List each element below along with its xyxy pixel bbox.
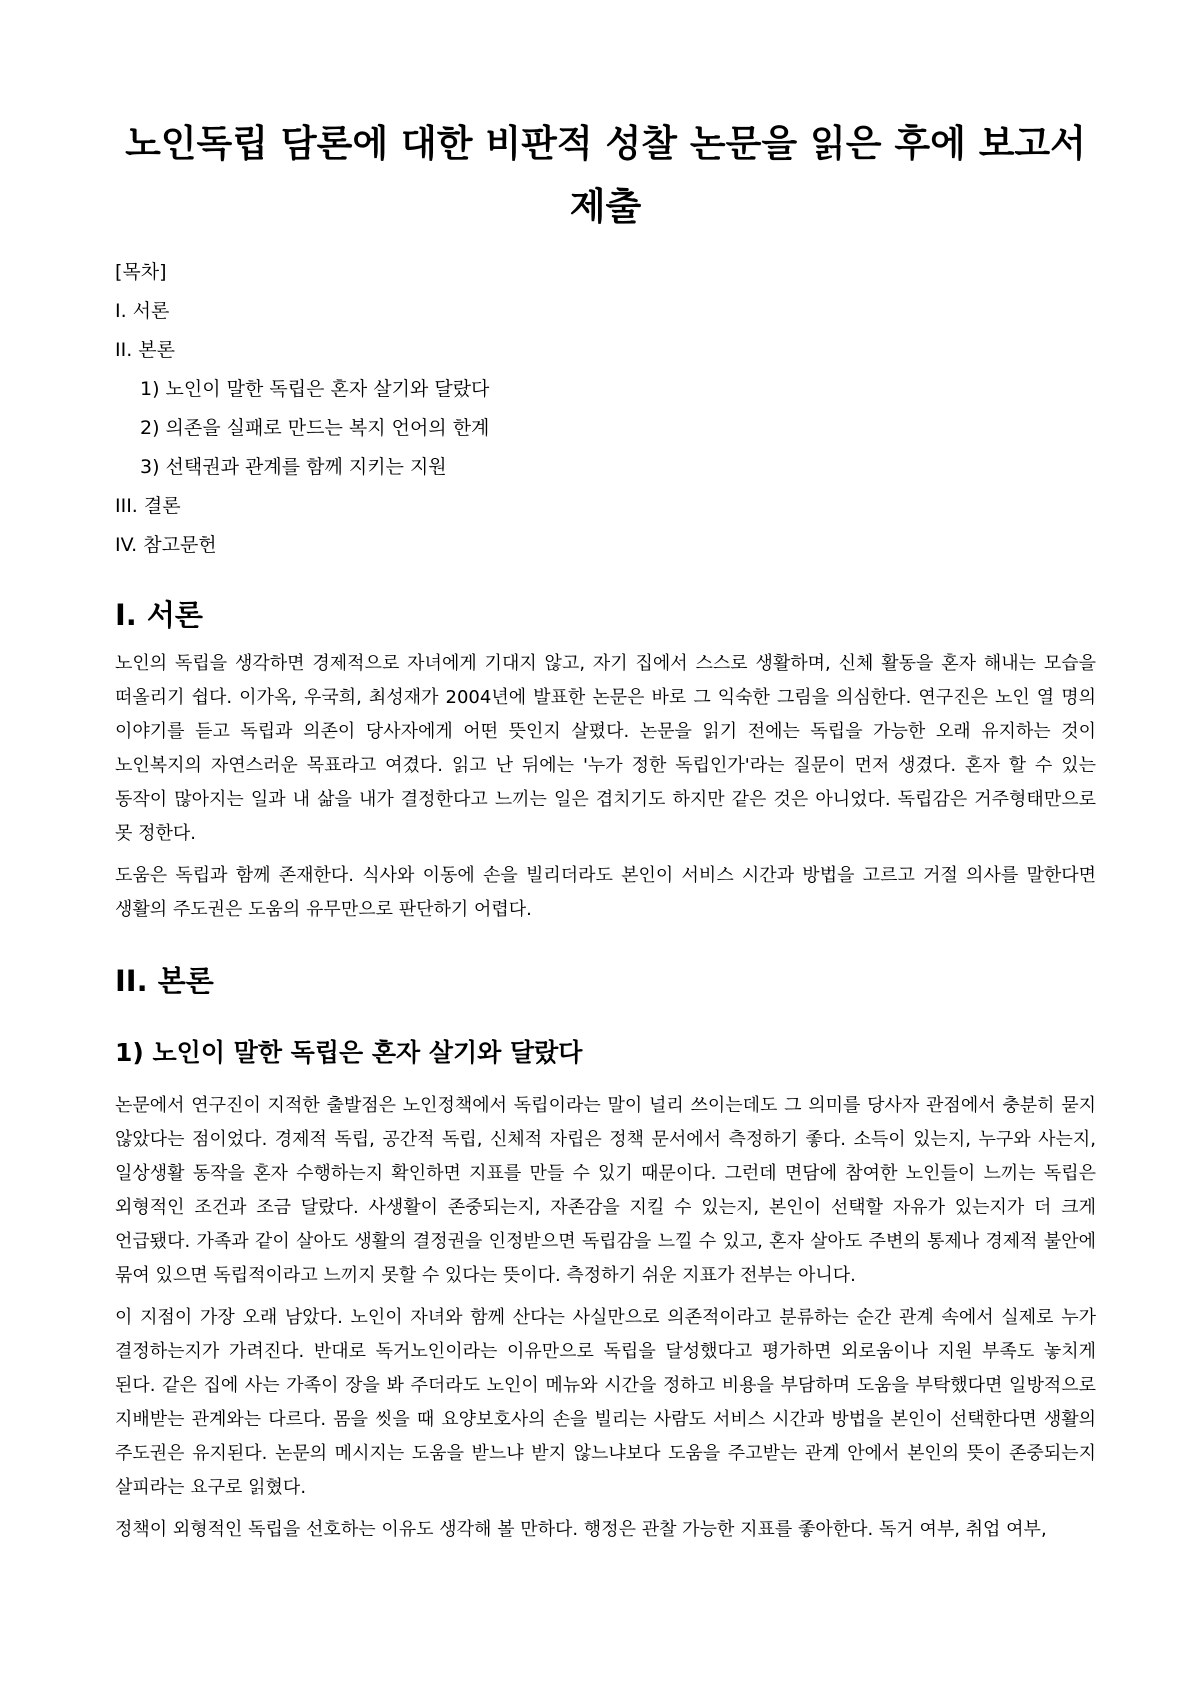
document-title: 노인독립 담론에 대한 비판적 성찰 논문을 읽은 후에 보고서 제출 [125, 122, 1086, 228]
toc-item-intro: I. 서론 [115, 300, 170, 322]
toc-item-conclusion: III. 결론 [115, 495, 181, 517]
intro-paragraph: 노인의 독립을 생각하면 경제적으로 자녀에게 기대지 않고, 자기 집에서 스스로 생활하며, 신체 활동을 혼자 해내는 모습을 떠올리기 쉽다. 이가옥, 우국희, 최성재가 2004년에 발표한 논문은 바로 그 익숙한 그림을 의심한다. 연구진은 노인 열 명의 이야기를 듣고 독립과 의존이 당사자에게 어떤 뜻인지 살폈다. 논문을 읽기 전에는 독립을 가능한 오래 유지하는 것이 노인복지의 자연스러운 목표라고 여겼다. 읽고 난 뒤에는 '누가 정한 독립인가'라는 질문이 먼저 생겼다. 혼자 할 수 있는 동작이 많아지는 일과 내 삶을 내가 결정한다고 느끼는 일은 겹치기도 하지만 같은 것은 아니었다. 독립감은 거주형태만으로 못 정한다. [115, 653, 1096, 844]
toc-item-body-sub3: 3) 선택권과 관계를 함께 지키는 지원 [140, 456, 447, 478]
toc-heading: [목차] [115, 261, 167, 283]
body-paragraph: 이 지점이 가장 오래 남았다. 노인이 자녀와 함께 산다는 사실만으로 의존적이라고 분류하는 순간 관계 속에서 실제로 누가 결정하는지가 가려진다. 반대로 독거노인이라는 이유만으로 독립을 달성했다고 평가하면 외로움이나 지원 부족도 놓치게 된다. 같은 집에 사는 가족이 장을 봐 주더라도 노인이 메뉴와 시간을 정하고 비용을 부담하며 도움을 부탁했다면 일방적으로 지배받는 관계와는 다르다. 몸을 씻을 때 요양보호사의 손을 빌리는 사람도 서비스 시간과 방법을 본인이 선택한다면 생활의 주도권은 유지된다. 논문의 메시지는 도움을 받느냐 받지 않느냐보다 도움을 주고받는 관계 안에서 본인의 뜻이 존중되는지 살피라는 요구로 읽혔다. [115, 1307, 1096, 1498]
table-of-contents [115, 258, 1096, 570]
toc-item-body-sub2: 2) 의존을 실패로 만드는 복지 언어의 한계 [140, 417, 490, 439]
toc-item-body: II. 본론 [115, 339, 175, 361]
section-title-body: II. 본론 [115, 964, 214, 998]
body-paragraph: 정책이 외형적인 독립을 선호하는 이유도 생각해 볼 만하다. 행정은 관찰 가능한 지표를 좋아한다. 독거 여부, 취업 여부, [115, 1519, 1047, 1540]
intro-paragraph: 도움은 독립과 함께 존재한다. 식사와 이동에 손을 빌리더라도 본인이 서비스 시간과 방법을 고르고 거절 의사를 말한다면 생활의 주도권은 도움의 유무만으로 판단하기 어렵다. [115, 865, 1096, 920]
toc-item-references: IV. 참고문헌 [115, 534, 217, 556]
body-paragraph: 논문에서 연구진이 지적한 출발점은 노인정책에서 독립이라는 말이 널리 쓰이는데도 그 의미를 당사자 관점에서 충분히 묻지 않았다는 점이었다. 경제적 독립, 공간적 독립, 신체적 자립은 정책 문서에서 측정하기 좋다. 소득이 있는지, 누구와 사는지, 일상생활 동작을 혼자 수행하는지 확인하면 지표를 만들 수 있기 때문이다. 그런데 면담에 참여한 노인들이 느끼는 독립은 외형적인 조건과 조금 달랐다. 사생활이 존중되는지, 자존감을 지킬 수 있는지, 본인이 선택할 자유가 있는지가 더 크게 언급됐다. 가족과 같이 살아도 생활의 결정권을 인정받으면 독립감을 느낄 수 있고, 혼자 살아도 주변의 통제나 경제적 불안에 묶여 있으면 독립적이라고 느끼지 못할 수 있다는 뜻이다. 측정하기 쉬운 지표가 전부는 아니다. [115, 1095, 1096, 1286]
section-title-intro: I. 서론 [115, 598, 203, 632]
subsection-title-1: 1) 노인이 말한 독립은 혼자 살기와 달랐다 [115, 1038, 583, 1067]
toc-item-body-sub1: 1) 노인이 말한 독립은 혼자 살기와 달랐다 [140, 378, 490, 400]
